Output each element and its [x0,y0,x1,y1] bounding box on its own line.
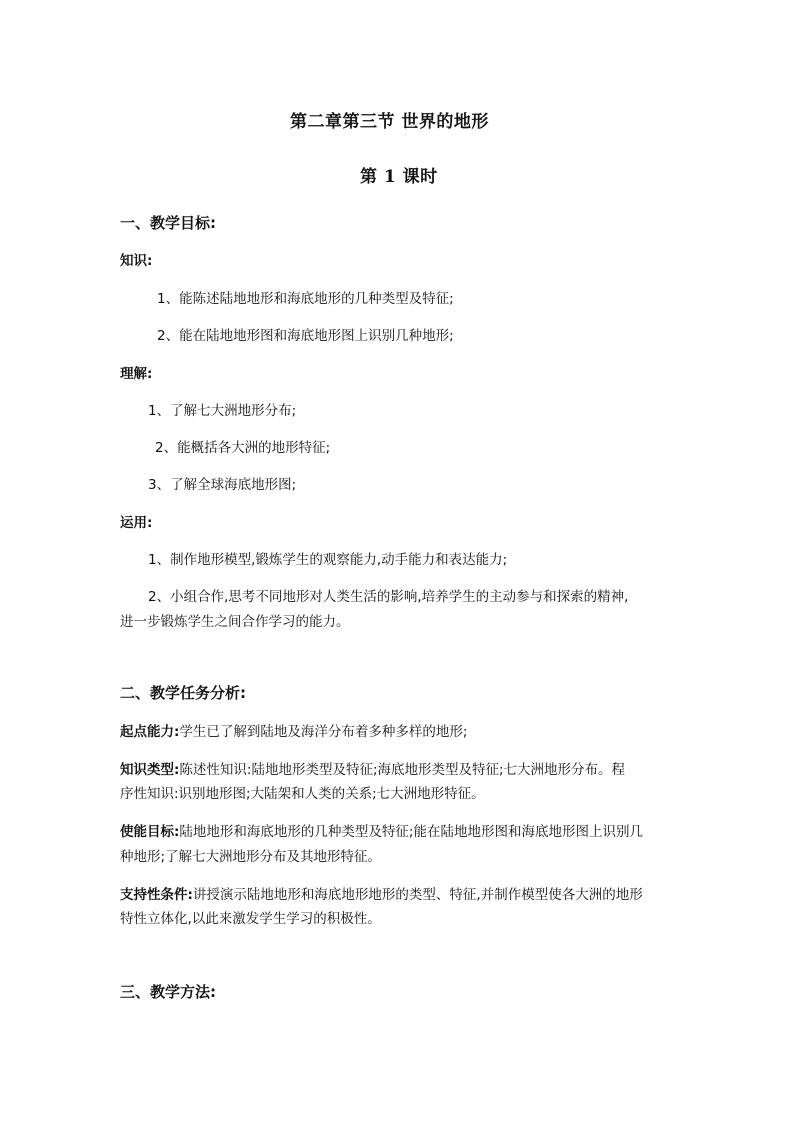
enabling-goal-text-1: 陆地地形和海底地形的几种类型及特征;能在陆地地形图和海底地形图上识别几 [179,824,643,840]
page-title: 第二章第三节 世界的地形 [290,112,489,132]
section-2-heading: 二、教学任务分析: [120,684,246,702]
knowledge-label: 知识: [120,253,153,269]
enabling-goal-label: 使能目标: [120,824,180,840]
understanding-item-2: 2、能概括各大洲的地形特征; [155,440,331,456]
knowledge-type-text-1: 陈述性知识:陆地地形类型及特征;海底地形类型及特征;七大洲地形分布。程 [179,762,626,778]
understanding-item-3: 3、了解全球海底地形图; [148,477,297,493]
support-condition-text-1: 讲授演示陆地地形和海底地形地形的类型、特征,并制作模型使各大洲的地形 [192,887,643,903]
knowledge-item-2: 2、能在陆地地形图和海底地形图上识别几种地形; [157,328,454,344]
knowledge-type-label: 知识类型: [120,762,180,778]
enabling-goal-line-1 [120,820,643,840]
application-item-1: 1、制作地形模型,锻炼学生的观察能力,动手能力和表达能力; [148,552,508,568]
application-item-2-line-1: 2、小组合作,思考不同地形对人类生活的影响,培养学生的主动参与和探索的精神, [148,589,629,605]
section-3-heading: 三、教学方法: [120,983,216,1001]
knowledge-type-line-2: 序性知识:识别地形图;大陆架和人类的关系;七大洲地形特征。 [120,786,485,802]
support-condition-label: 支持性条件: [120,887,193,903]
section-1-heading: 一、教学目标: [120,214,216,232]
support-condition-line-2: 特性立体化,以此来激发学生学习的积极性。 [120,911,381,927]
understanding-item-1: 1、了解七大洲地形分布; [148,403,297,419]
application-item-2-line-2: 进一步锻炼学生之间合作学习的能力。 [120,614,350,630]
knowledge-type-line-1 [120,758,625,778]
start-ability-text: 学生已了解到陆地及海洋分布着多种多样的地形; [179,724,468,740]
enabling-goal-line-2: 种地形;了解七大洲地形分布及其地形特征。 [120,849,382,865]
understanding-label: 理解: [120,366,153,382]
support-condition-line-1 [120,883,643,903]
application-label: 运用: [120,515,153,531]
start-ability-label: 起点能力: [120,724,180,740]
knowledge-item-1: 1、能陈述陆地地形和海底地形的几种类型及特征; [157,291,454,307]
lesson-subtitle: 第 1 课时 [360,167,438,187]
start-ability-paragraph [120,720,467,740]
